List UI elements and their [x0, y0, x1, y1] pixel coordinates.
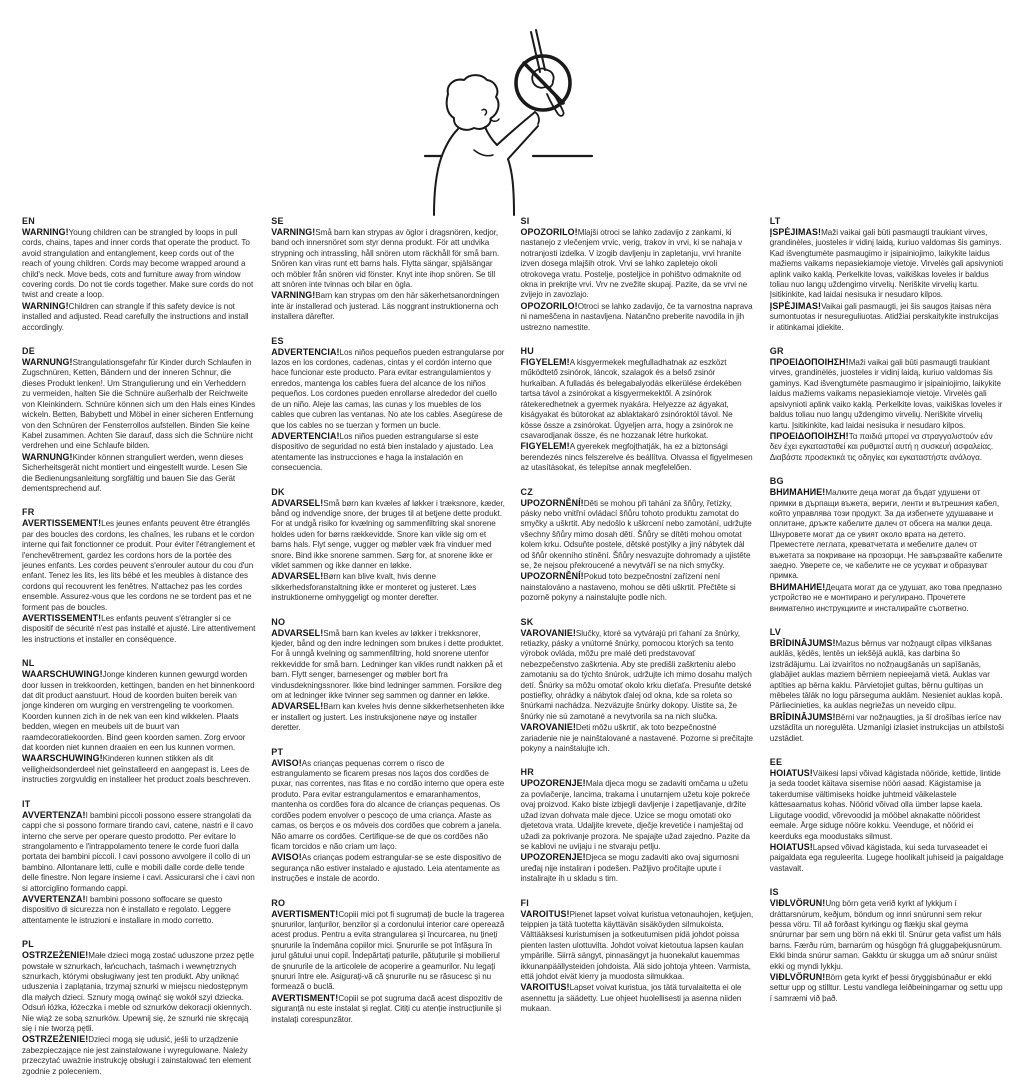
warning-label-2: BRĪDINĀJUMS! — [769, 711, 836, 722]
language-section — [770, 887, 1004, 1004]
language-section — [770, 476, 1004, 614]
warning-paragraph-1 — [521, 227, 755, 301]
warning-paragraph-2 — [521, 722, 755, 754]
language-section — [521, 216, 755, 333]
warning-illustration — [312, 18, 712, 218]
warning-paragraph-2 — [770, 712, 1004, 744]
warning-text-1: A kisgyermekek megfulladhatnak az eszközt működtető zsinórok, láncok, szalagok és a belső zsinór hurkaiban. A fulladás és belegabalyodás elkerülése érdekében tartsa távol a zsinórokat a kisgyermekektől. A zsinórok rátekeredhetnek a gyermek nyakára. Helyezze az ágyakat, kiságyakat és bútorokat az ablaktakaró zsinóroktól távol. Ne kösse össze a zsinórokat. Ügyeljen arra, hogy a zsinórok ne csavarodjanak össze, és ne hozzanak létre hurkokat. — [520, 358, 742, 440]
warning-label-2: VIÐLVÖRUN! — [769, 971, 826, 982]
language-code: NO — [271, 616, 286, 627]
warning-label-1: FIGYELEM! — [520, 357, 570, 368]
warning-label-1: VAROVANIE! — [520, 627, 576, 638]
warning-paragraph-1 — [770, 638, 1004, 712]
pull-cord-icon — [531, 30, 545, 72]
language-code: FI — [520, 897, 529, 908]
warning-text-2: As crianças podem estrangular-se se este dispositivo de segurança não estiver instalado e ajustado. Leia atentamente as instruções e instale de acordo. — [271, 853, 502, 884]
language-code: PL — [22, 939, 34, 950]
warning-text-1: Los niños pequeños pueden estrangularse por lazos en los cordones, cadenas, cintas y el cordón interno que hace funcionar este producto. Para evitar estrangulamientos y enredos, mantenga los cables fuera del alcance de los niños pequeños. Los cordones pueden enrollarse alrededor del cuello de un niño. Aleje las camas, las cunas y los muebles de los cables que cubren las ventanas. No ate los cables. Asegúrese de que los cables no se tuerzan y formen un bucle. — [271, 347, 505, 430]
warning-paragraph-2 — [22, 452, 256, 495]
warning-text-1: Väikesi lapsi võivad kägistada nööride, kettide, lintide ja seda toodet käitava sisemise nööri aasad. Kägistamise ja takerdumise vältimiseks hoidke juhtmeid väikelastele kättesaamatus kohas. Nöörid võivad olla ümber lapse kaela. Liigutage voodid, võrevoodid ja mööbel aknakatte nööridest eemale. Ärge siduge nööre kokku. Veenduge, et nöörid ei keerduks ega moodustaks silmust. — [769, 769, 1001, 841]
warning-label-2: ΠΡΟΕΙΔΟΠΟΙΗΣΗ! — [769, 430, 849, 441]
language-section — [22, 658, 256, 785]
warning-paragraph-1 — [22, 227, 256, 301]
language-section — [521, 617, 755, 755]
warning-paragraph-2 — [770, 301, 1004, 333]
warning-text-2: Lapset voivat kuristua, jos tätä turvalaitetta ei ole asennettu ja säädetty. Lue ohjeet huolellisesti ja asenna niiden mukaan. — [520, 983, 742, 1014]
warning-text-1: Små børn kan kvæles af løkker i træksnore, kæder, bånd og indvendige snore, der bruges til at betjene dette produkt. For at undgå risiko for kvælning og sammenfiltring skal snorene holdes uden for børns rækkevidde. Snore kan vikle sig om et barns hals. Flyt senge, vugger og møbler væk fra vinduer med snore. Bind ikke snorene sammen. Sørg for, at snorene ikke er viklet sammen og ikke danner en løkke. — [271, 498, 505, 570]
language-code: NL — [22, 658, 35, 669]
warning-paragraph-2 — [22, 1034, 256, 1077]
warning-text-1: Děti se mohou při tahání za šňůry, řetízky, pásky nebo vnitřní ovládací šňůru tohoto produktu zamotat do smyčky a uškrtit. Aby nedošlo k uškrcení nebo zamotání, udržujte všechny šňůry mimo dosah dětí. Šňůry se dítěti mohou omotat kolem krku. Odsuňte postele, dětské postýlky a jiný nábytek dál od šňůr okenního stínění. Šňůry nesvazujte dohromady a ujistěte se, že nejsou překroucené a nevytváří se na nich smyčky. — [520, 498, 752, 570]
warning-label-1: ADVERTENCIA! — [271, 346, 340, 357]
warning-paragraph-1 — [521, 628, 755, 723]
warning-label-2: WARNUNG! — [22, 451, 73, 462]
language-section — [770, 757, 1004, 874]
warning-text-2: Los niños pueden estrangularse si este dispositivo de seguridad no está bien instalado y ajustado. Lea atentamente las instrucciones e haga la instalación en consecuencia. — [271, 431, 494, 473]
warning-label-2: FIGYELEM! — [520, 441, 570, 452]
language-section — [22, 216, 256, 333]
warning-paragraph-1 — [271, 909, 505, 993]
warning-text-1: Strangulationsgefahr für Kinder durch Schlaufen in Zugschnüren, Ketten, Bändern und der inneren Schnur, die dieses Produkt lenken!. Um Strangulierung und ein Verheddern zu vermeiden, halten Sie die Schnüre außerhalb der Reichweite von Kleinkindern. Schnüre können sich um den Hals eines Kindes wickeln. Betten, Babybett und Möbel in einer sicheren Entfernung von den Schnüren der Fensterrollos aufstellen. Binden Sie keine Kabel zusammen. Achten Sie darauf, dass sich die Schnüre nicht verdrehen und eine Schlaufe bilden. — [22, 358, 256, 451]
warning-paragraph-2 — [770, 842, 1004, 874]
language-column-4 — [770, 216, 1004, 1090]
warning-text-1: Jonge kinderen kunnen gewurgd worden door lussen in trekkoorden, kettingen, banden en het binnenkoord dat dit product aanstuurt. Houd de koorden buiten bereik van jonge kinderen om wurging en verstrengeling te voorkomen. Koorden kunnen zich in de nek van een kind wikkelen. Plaats bedden, wiegen en meubels uit de buurt van raamdecoratiekoorden. Bind geen koorden samen. Zorg ervoor dat koorden niet kunnen draaien en een lus kunnen vormen. — [22, 670, 255, 753]
warning-label-1: ADVARSEL! — [271, 497, 324, 508]
warning-text-1: Mlajši otroci se lahko zadavijo z zankami, ki nastanejo z vlečenjem vrvic, verig, trakov in vrvi, ki se nahaja v notranjosti izdelka. V izogib davljenju in zapletanju, vrvi hranite izven dosega mlajših otrok. Vrvi se lahko zapletejo okoli otrokovega vratu. Postelje, posteljice in pohištvo odmaknite od okna in prekrijte vrvi. Vrv ne zvežite skupaj. Pazite, da se vrvi ne zvijejo in zavozlajo. — [520, 228, 748, 300]
warning-text-2: Pokud toto bezpečnostní zařízení není nainstalováno a nastaveno, mohou se děti uškrtit. Přečtěte si pozorně pokyny a nainstalujte podle nich. — [520, 572, 736, 603]
language-code: DK — [271, 486, 285, 497]
warning-paragraph-2 — [271, 701, 505, 733]
language-section — [521, 487, 755, 604]
warning-label-1: AVISO! — [271, 757, 302, 768]
warning-label-1: AVERTISSEMENT! — [22, 518, 102, 529]
warning-label-2: OPOZORILO! — [520, 300, 578, 311]
language-code: HU — [520, 346, 534, 357]
warning-label-1: ΠΡΟΕΙΔΟΠΟΙΗΣΗ! — [769, 357, 849, 368]
language-section — [271, 617, 505, 734]
warning-paragraph-1 — [521, 909, 755, 983]
warning-label-2: VARNING! — [271, 290, 316, 301]
language-section — [271, 336, 505, 474]
language-code: RO — [271, 897, 286, 908]
warning-text-2: Börn geta kyrkt ef þessi öryggisbúnaður er ekki settur upp og stilltur. Lestu vandlega leiðbeiningarnar og settu upp í samræmi við það. — [769, 972, 1003, 1003]
warning-text-2: Τα παιδιά μπορεί να στραγγαλιστούν εάν δεν έχει εγκατασταθεί και ρυθμιστεί αυτή η συσκευή ασφαλείας. Διαβάστε προσεκτικά τις οδηγίες και εγκαταστήστε ανάλογα. — [769, 431, 994, 462]
warning-paragraph-1 — [22, 518, 256, 613]
warning-text-2: Deti môžu uškrtiť, ak toto bezpečnostné zariadenie nie je nainštalované a nastavené. Pozorne si prečítajte pokyny a nainštalujte ich. — [520, 723, 753, 754]
warning-text-2: Децата могат да се удушат, ако това предпазно устройство не е монтирано и регулирано. Прочетете внимателно инструкциите и инсталирайте съответно. — [769, 582, 1002, 613]
warning-paragraph-1 — [521, 498, 755, 572]
language-code: HR — [520, 767, 534, 778]
warning-label-1: WAARSCHUWING! — [22, 669, 103, 680]
language-section — [770, 216, 1004, 333]
warning-paragraph-2 — [22, 753, 256, 785]
language-column-2 — [271, 216, 505, 1090]
warning-paragraph-2 — [271, 852, 505, 884]
warning-text-2: Bērni var nožņaugties, ja šī drošības ierīce nav uzstādīta un noregulēta. Uzmanīgi izlasiet instrukcijas un atbilstoši uzstādiet. — [769, 712, 1004, 743]
language-code: SK — [520, 616, 534, 627]
warning-text-1: Mala djeca mogu se zadaviti omčama u užetu za povlačenje, lancima, trakama i unutarnjem užetu koje pokreće ovaj proizvod. Kako biste izbjegli davljenje i zapetljavanje, držite užad izvan dohvata male djece. Uzice se mogu omotati oko djetetova vrata. Udaljite krevete, dječje krevetiće i namještaj od užadi za pokrivanje prozora. Ne spajajte užad zajedno. Pazite da se kablovi ne uvijaju i ne stvaraju petlju. — [520, 779, 750, 851]
warning-paragraph-2 — [271, 571, 505, 603]
warning-label-2: ĮSPĖJIMAS! — [769, 300, 822, 311]
warning-text-1: Små barn kan kveles av løkker i trekksnorer, kjeder, bånd og den indre ledningen som brukes i dette produktet. For å unngå kvelning og sammenfiltring, hold snorene utenfor rekkevidde for små barn. Ledninger kan vikles rundt nakken på et barn. Flytt senger, barnesenger og møbler bort fra vindusdekningssnorer. Ikke bind ledninger sammen. Forsikre deg om at ledninger ikke tvinner seg sammen og danner en løkke. — [271, 628, 504, 701]
warning-paragraph-2 — [271, 993, 505, 1025]
warning-label-1: VAROITUS! — [520, 908, 570, 919]
warning-text-2: Lapsed võivad kägistada, kui seda turvaseadet ei paigaldata ega reguleerita. Lugege hoolikalt juhiseid ja paigaldage vastavalt. — [769, 842, 1004, 873]
warning-paragraph-1 — [521, 778, 755, 852]
warning-label-2: AVERTISMENT! — [271, 992, 339, 1003]
warning-text-2: A gyerekek megfojthatják, ha ez a biztonsági berendezés nincs felszerelve és beállítva. Olvassa el figyelmesen az utasításokat, és telepítse annak megfelelően. — [520, 442, 753, 473]
language-section — [521, 898, 755, 1015]
warning-label-1: VIÐLVÖRUN! — [769, 898, 826, 909]
warning-text-1: Young children can be strangled by loops in pull cords, chains, tapes and inner cords that operate the product. To avoid strangulation and entanglement, keep cords out of the reach of young children. Cords may become wrapped around a child's neck. Move beds, cots and furniture away from window covering cords. Do not tie cords together. Make sure cords do not twist and create a loop. — [22, 228, 254, 300]
warning-paragraph-1 — [770, 487, 1004, 582]
warning-text-1: Copiii mici pot fi sugrumați de bucle la tragerea șnururilor, lanțurilor, benzilor și a cordonului interior care operează acest produs. Pentru a evita strangularea și încurcarea, nu țineți șnururile la îndemâna copiilor mici. Șnururile se pot înfășura în jurul gâtului unui copil. Îndepărtați paturile, pătuțurile și mobilierul de șnururile de la articolele de acoperire a geamurilor. Nu legați șnururi între ele. Asigurați-vă că șnururile nu se răsucesc și nu formează o buclă. — [271, 909, 505, 992]
warning-paragraph-2 — [770, 431, 1004, 463]
language-code: IT — [22, 798, 31, 809]
language-code: DE — [22, 346, 35, 357]
warning-label-1: AVERTISMENT! — [271, 908, 339, 919]
warning-label-1: WARNING! — [22, 227, 69, 237]
language-code: SE — [271, 216, 284, 226]
warning-paragraph-2 — [22, 894, 256, 926]
warning-paragraph-2 — [521, 301, 755, 333]
language-section — [770, 627, 1004, 744]
warning-paragraph-1 — [271, 227, 505, 290]
language-code: SI — [520, 216, 530, 226]
warning-label-2: OSTRZEŻENIE! — [22, 1034, 89, 1045]
language-section — [271, 747, 505, 885]
warning-text-1: Små barn kan strypas av öglor i dragsnören, kedjor, band och innersnöret som styr denna produkt. För att undvika strypning och intrassling, håll snören utom räckhåll för små barn. Snören kan viras runt ett barns hals. Flytta sängar, spjälsängar och möbler från snören vid fönster. Knyt inte ihop snören. Se till att snören inte tvinnas och bilar en ögla. — [271, 228, 500, 290]
warning-label-1: BRĪDINĀJUMS! — [769, 638, 836, 648]
language-code: EE — [769, 757, 783, 768]
language-code: GR — [769, 346, 784, 357]
warning-text-2: Børn kan blive kvalt, hvis denne sikkerhedsforanstaltning ikke er monteret og justeret. Læs instruktionerne omhyggeligt og monter derefter. — [271, 572, 477, 603]
warning-label-1: WARNUNG! — [22, 357, 73, 368]
warning-paragraph-1 — [271, 347, 505, 431]
warning-text-1: Les jeunes enfants peuvent être étranglés par des boucles des cordons, les chaînes, les rubans et le cordon interne qui fait fonctionner ce produit. Pour éviter l'étranglement et l'enchevêtrement, gardez les cordons hors de la portée des jeunes enfants. Les cordes peuvent s'enrouler autour du cou d'un enfant. Tenez les lits, les lits bébé et les meubles à distance des cordons qui recouvrent les fenêtres. N'attachez pas les cordes ensemble. Assurez-vous que les cordons ne se tordent pas et ne forment pas de boucles. — [22, 519, 255, 612]
warning-label-2: WARNING! — [22, 300, 69, 311]
warning-label-2: AVERTISSEMENT! — [22, 613, 102, 623]
warning-text-1: I bambini piccoli possono essere strangolati da cappi che si possono formare tirando cavi, catene, nastri e il cavo interno che serve per operare questo prodotto. Per evitare lo strangolamento e l'intrappolamento tenere le corde fuori dalla portata dei bambini piccoli. I cavi possono avvolgere il collo di un bambino. Allontanare letti, culle e mobili dalle corde delle tende delle finestre. Non legare insieme i cavi. Assicurarsi che i cavi non si attorciglino formando cappi. — [22, 810, 255, 893]
warning-text-2: Les enfants peuvent s'étrangler si ce dispositif de sécurité n'est pas installé et ajusté. Lire attentivement les instructions et installer en conséquence. — [22, 614, 256, 644]
warning-text-2: Kinder können stranguliert werden, wenn dieses Sicherheitsgerät nicht montiert und eingestellt wurde. Lesen Sie die Bedienungsanleitung sorgfältig und bauen Sie das Gerät dementsprechend auf. — [22, 452, 248, 493]
warning-paragraph-1 — [22, 669, 256, 753]
warning-text-2: Otroci se lahko zadavijo, če ta varnostna naprava ni nameščena in nastavljena. Natančno preberite navodila in jih ustrezno namestite. — [520, 301, 753, 332]
warning-text-2: Dzieci mogą się udusić, jeśli to urządzenie zabezpieczające nie jest zainstalowane i wyregulowane. Należy przeczytać uważnie instrukcję obsługi i zainstalować ten element zgodnie z poleceniem. — [22, 1035, 251, 1076]
warning-label-2: ADVARSEL! — [271, 571, 324, 582]
language-section — [271, 216, 505, 323]
warning-paragraph-2 — [521, 571, 755, 603]
warning-paragraph-1 — [271, 758, 505, 853]
warning-label-2: AVVERTENZA! — [22, 893, 86, 904]
warning-text-1: Maži vaikai gali būti pasmaugti traukiant virves, grandinėles, juosteles ir vidinį laidą, kuriuo valdomas šis gaminys. Kad išvengtumėte pasmaugimo ir įsipainiojimo, laikykite laidus mažiems vaikams nepasiekiamoje vietoje. Virvelės gali apsivynioti aplink vaiko kaklą. Perkelkite lovas, vaikiškas loveles ir baldus toliau nuo langų uždengimo virvelių. Neriškite virvelių kartu. Įsitikinkite, kad laidai nesisuka ir nesudaro kilpos. — [769, 228, 1003, 300]
warning-label-2: HOIATUS! — [769, 841, 813, 852]
warning-paragraph-2 — [22, 301, 256, 333]
warning-label-1: ВНИМАНИЕ! — [769, 487, 826, 498]
warning-paragraph-1 — [521, 357, 755, 441]
warning-text-2: Djeca se mogu zadaviti ako ovaj sigurnosni uređaj nije instaliran i podešen. Pažljivo pročitajte upute i instalirajte ih u skladu s tim. — [520, 853, 739, 884]
language-column-3 — [521, 216, 755, 1090]
warning-label-2: ADVARSEL! — [271, 701, 324, 712]
warning-label-1: OPOZORILO! — [520, 227, 578, 237]
language-section — [22, 939, 256, 1077]
language-section — [22, 346, 256, 494]
warning-paragraph-1 — [22, 810, 256, 894]
warning-paragraph-2 — [770, 972, 1004, 1004]
warning-paragraph-2 — [22, 613, 256, 645]
warning-label-2: ADVERTENCIA! — [271, 430, 340, 441]
warning-paragraph-1 — [22, 950, 256, 1034]
language-section — [22, 799, 256, 926]
language-column-1 — [22, 216, 256, 1090]
child-figure — [434, 75, 539, 215]
warning-text-1: Maži vaikai gali būti pasmaugti traukiant virves, grandinėlės, juosteles ir vidinį laidą, kuriuo valdomas šis gaminys. Kad išvengtumėte pasmaugimo ir įsipainiojimo, laikykite laidus mažiems vaikams nepasiekiamoje vietoje. Virvelės gali apsivynioti aplink vaiko kaklą. Perkelkite lovas, vaikiškas loveles ir baldus toliau nuo langų uždengimo virvelių. Neriškite virvelių kartu. Įsitikinkite, kad laidai nesisuka ir nesudaro kilpos. — [769, 358, 1003, 430]
warning-text-2: Vaikai gali pasmaugti, jei šis saugos įtaisas nėra sumontuotas ir nesureguliuotas. Atidžiai perskaitykite instrukcijas ir atitinkamai įdiekite. — [769, 301, 999, 332]
warning-label-1: ADVARSEL! — [271, 627, 324, 638]
warning-paragraph-1 — [770, 227, 1004, 301]
warning-paragraph-2 — [521, 982, 755, 1014]
warning-paragraph-1 — [271, 628, 505, 702]
language-code: EN — [22, 216, 35, 226]
language-code: IS — [769, 887, 779, 898]
language-section — [22, 507, 256, 645]
language-section — [271, 898, 505, 1025]
warning-text-2: Barn kan strypas om den här säkerhetsanordningen inte är installerad och justerad. Läs noggrant instruktionerna och installera därefter. — [271, 291, 500, 322]
warning-label-2: VAROITUS! — [520, 982, 570, 993]
warning-paragraph-2 — [271, 431, 505, 474]
warning-text-1: Slučky, ktoré sa vytvárajú pri ťahaní za šnúrky, retiazky, pásky a vnútorné šnúrky, pomocou ktorých sa tento výrobok ovláda, môžu pre malé deti predstavovať nebezpečenstvo zaškrtenia. Aby ste predišli zaškrteniu alebo zamotaniu sa do týchto šnúrok, udržujte ich mimo dosahu malých detí. Šnúrky sa môžu omotať okolo krku dieťaťa. Presuňte detské postieľky, ohrádky a nábytok ďalej od okna, kde sa roleta so šnúrkami nachádza. Nezväzujte šnúrky dokopy. Uistite sa, že šnúrky nie sú zamotané a nevytvorila sa na nich slučka. — [520, 628, 752, 721]
language-columns — [22, 216, 1004, 1090]
language-code: CZ — [520, 486, 533, 497]
warning-label-1: UPOZORENJE! — [520, 778, 586, 789]
warning-label-2: UPOZORNĚNÍ! — [520, 571, 584, 582]
language-section — [521, 346, 755, 473]
warning-label-1: ĮSPĖJIMAS! — [769, 227, 822, 237]
warning-label-2: ВНИМАНИЕ! — [769, 581, 826, 592]
warning-paragraph-2 — [271, 290, 505, 322]
language-code: PT — [271, 746, 284, 757]
language-code: BG — [769, 476, 784, 487]
warning-label-2: VAROVANIE! — [520, 722, 576, 733]
warning-text-1: Малките деца могат да бъдат удушени от примки в дърпащи въжета, вериги, ленти и вътрешния кабел, който управлява този продукт. За да избегнете удушаване и оплитане, дръжте кабелите далеч от обсега на малки деца. Шнуровете могат да се увият около врата на детето. Преместете леглата, креватчетата и мебелите далеч от въжетата за покриване на прозорци. Не завързвайте кабелите заедно. Уверете се, че кабелите не се усукват и образуват примка. — [769, 488, 1003, 581]
warning-text-2: Copiii se pot sugruma dacă acest dispozitiv de siguranță nu este instalat și reglat. Citiți cu atenție instrucțiunile și instalați corespunzător. — [271, 993, 503, 1024]
warning-text-2: Barn kan kveles hvis denne sikkerhetsenheten ikke er installert og justert. Les instruksjonene nøye og installer deretter. — [271, 702, 505, 733]
warning-paragraph-2 — [521, 441, 755, 473]
language-code: ES — [271, 335, 284, 346]
language-code: LV — [769, 627, 781, 637]
warning-label-1: OSTRZEŻENIE! — [22, 950, 89, 961]
language-section — [770, 346, 1004, 463]
warning-paragraph-1 — [22, 357, 256, 452]
warning-paragraph-2 — [770, 582, 1004, 614]
warning-paragraph-2 — [521, 852, 755, 884]
warning-text-1: Ung börn geta verið kyrkt af lykkjum í dráttarsnúrum, keðjum, böndum og innri snúrunni sem rekur þessa vöru. Til að forðast kyrkingu og flækju skal geyma snúrurnar þar sem ung börn ná ekki til. Snúrur geta vafist um háls barns. Færðu rúm, barnarúm og húsgögn frá gluggaþekjusnúrum. Ekki binda snúrur saman. Gakktu úr skugga um að snúrur snúist ekki og myndi lykkju. — [769, 899, 1003, 971]
warning-text-2: Children can strangle if this safety device is not installed and adjusted. Read carefully the instructions and install accordingly. — [22, 301, 249, 332]
warning-label-1: HOIATUS! — [769, 768, 813, 779]
warning-text-2: Kinderen kunnen stikken als dit veiligheidsonderdeel niet geïnstalleerd en aangepast is. Lees de instructies zorgvuldig en installeer het product zoals beschreven. — [22, 754, 251, 785]
warning-text-1: As crianças pequenas correm o risco de estrangulamento se ficarem presas nos laços dos cordões de puxar, nas correntes, nas fitas e no cordão interno que opera este produto. Para evitar estrangulamentos e emaranhamentos, mantenha os cordões fora do alcance de crianças pequenas. Os cordões podem envolver o pescoço de uma criança. Afaste as camas, os berços e os móveis dos cordões que cobrem a janela. Não amarre os cordões. Certifique-se de que os cordões não ficam torcidos e não criam um laço. — [271, 758, 505, 851]
warning-label-1: VARNING! — [271, 227, 316, 237]
warning-label-1: AVVERTENZA! — [22, 809, 86, 820]
warning-text-2: I bambini possono soffocare se questo dispositivo di sicurezza non è installato e regolato. Leggere attentamente le istruzioni e installare in modo corretto. — [22, 894, 231, 925]
warning-paragraph-1 — [770, 898, 1004, 972]
warning-label-2: AVISO! — [271, 852, 302, 863]
language-section — [521, 767, 755, 884]
warning-text-1: Małe dzieci mogą zostać uduszone przez pętle powstałe w sznurkach, łańcuchach, taśmach i wewnętrznych sznurkach, którymi obsługiwany jest ten produkt. Aby uniknąć uduszenia i zaplątania, trzymaj sznurki w miejscu niedostępnym dla małych dzieci. Sznury mogą owinąć się wokół szyi dziecka. Odsuń łóżka, łóżeczka i meble od sznurków dekoracji okiennych. Nie wiąż ze sobą sznurków. Upewnij się, że sznurki nie skręcają się i nie tworzą pętli. — [22, 951, 254, 1033]
language-code: FR — [22, 507, 35, 518]
warning-label-2: UPOZORENJE! — [520, 852, 586, 863]
warning-paragraph-1 — [271, 498, 505, 572]
warning-text-1: Mazus bērnus var nožņaugt cilpas vilkšanas auklās, ķēdēs, lentēs un iekšējā auklā, kas darbina šo izstrādājumu. Lai izvairītos no nožņaugšanās un sapīšanās, glabājiet auklas maziem bērniem nepieejamā vietā. Auklas var aptīties ap bērna kaklu. Pārvietojiet gultas, bērnu gultiņas un mēbeles tālāk no logu pārseguma auklām. Nesieniet auklas kopā. Pārliecinieties, ka auklas negriežas un neveido cilpu. — [769, 639, 1003, 711]
warning-label-1: UPOZORNĚNÍ! — [520, 497, 584, 508]
warning-label-2: WAARSCHUWING! — [22, 753, 103, 764]
warning-paragraph-1 — [770, 768, 1004, 842]
language-section — [271, 487, 505, 604]
warning-text-1: Pienet lapset voivat kuristua vetonauhojen, ketjujen, teippien ja tätä tuotetta käyttävän sisäköyden silmukoista. Välttääksesi kuristumisen ja sotkeutumisen pidä johdot poissa pienten lasten ulottuvilta. Johdot voivat kietoutua lapsen kaulan ympärille. Siirrä sängyt, pinnasängyt ja huonekalut kauemmas ikkunanpäällysteiden johdoista. Älä sido johtoja yhteen. Varmista, että johdot eivät kierry ja muodosta silmukkaa. — [520, 909, 754, 981]
language-code: LT — [769, 216, 781, 226]
warning-paragraph-1 — [770, 357, 1004, 431]
